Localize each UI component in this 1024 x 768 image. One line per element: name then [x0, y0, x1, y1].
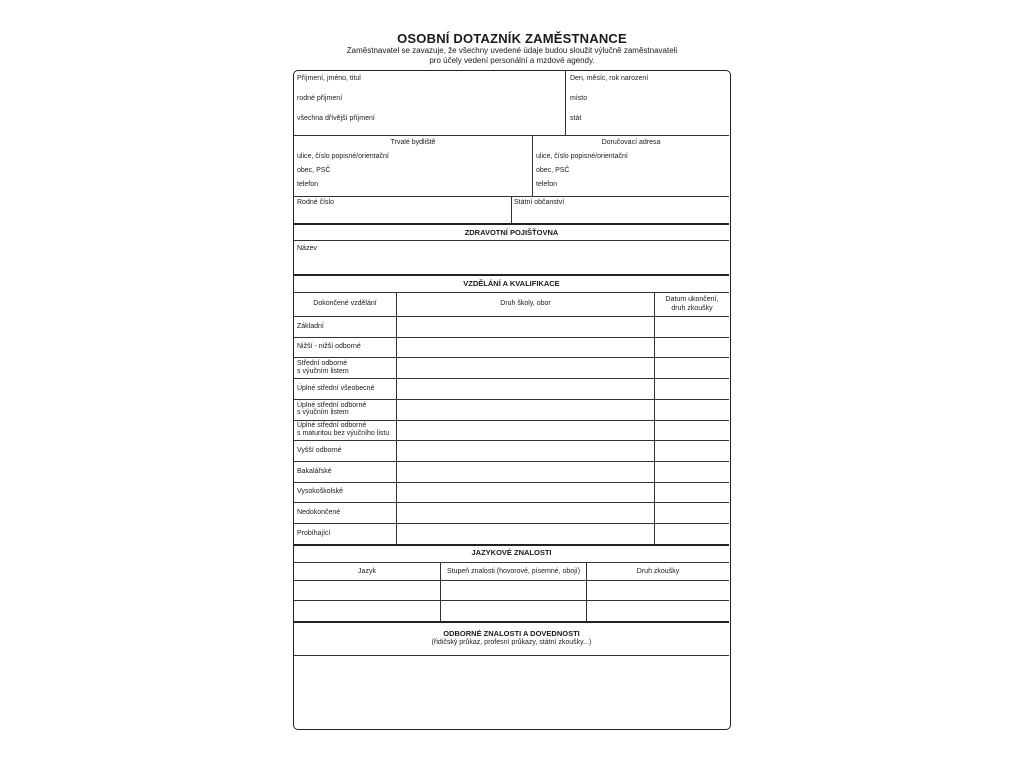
- education-row-label-line: Úplné střední odborné: [297, 422, 367, 430]
- delivery-street-label: ulice, číslo popisné/orientační: [536, 153, 628, 160]
- education-row-label: [297, 488, 343, 496]
- divider: [294, 544, 729, 546]
- divider: [511, 196, 512, 223]
- insurance-section-title: ZDRAVOTNÍ POJIŠŤOVNA: [464, 228, 559, 237]
- divider: [294, 600, 729, 601]
- divider: [294, 337, 729, 338]
- education-row-label-line: Nižší - nižší odborné: [297, 343, 361, 351]
- education-row-label: [297, 343, 361, 351]
- state-label: stát: [570, 115, 582, 122]
- divider: [294, 655, 729, 656]
- divider: [294, 240, 729, 241]
- divider: [294, 135, 729, 136]
- education-row-label: [297, 530, 330, 538]
- insurance-name-label: Název: [297, 245, 317, 252]
- questionnaire-form: [293, 70, 731, 730]
- delivery-city-label: obec, PSČ: [536, 167, 570, 174]
- divider: [294, 223, 729, 225]
- name-field-label: Příjmení, jméno, titul: [297, 75, 361, 82]
- birth-date-label: Den, měsíc, rok narození: [570, 75, 649, 82]
- divider: [294, 399, 729, 400]
- divider: [654, 292, 655, 544]
- education-col-completed: Dokončené vzdělání: [313, 300, 377, 307]
- permanent-address-title: Trvalé bydliště: [390, 139, 436, 146]
- previous-surnames-label: všechna dřívější příjmení: [297, 115, 375, 122]
- divider: [294, 523, 729, 524]
- languages-section-title: JAZYKOVÉ ZNALOSTI: [471, 548, 552, 557]
- education-row-label: [297, 402, 366, 417]
- education-row-label-line: Úplné střední odborné: [297, 401, 367, 409]
- education-row-label-line: Střední odborné: [297, 360, 348, 368]
- education-section-title: VZDĚLÁNÍ A KVALIFIKACE: [463, 279, 560, 288]
- education-row-label: [297, 509, 340, 517]
- divider: [294, 440, 729, 441]
- delivery-phone-label: telefon: [536, 181, 558, 188]
- education-row-label-line: s výučním listem: [297, 409, 349, 417]
- education-row-label: [297, 468, 332, 476]
- divider: [294, 292, 729, 293]
- page-subtitle-line2: pro účely vedení personální a mzdové agendy.: [429, 56, 595, 65]
- education-row-label-line: Vysokoškolské: [297, 488, 344, 496]
- skills-section-title: ODBORNÉ ZNALOSTI A DOVEDNOSTI: [443, 629, 580, 638]
- divider: [294, 502, 729, 503]
- divider: [294, 621, 729, 623]
- page-title: OSOBNÍ DOTAZNÍK ZAMĚSTNANCE: [397, 31, 627, 46]
- divider: [294, 580, 729, 581]
- education-row-label: [297, 385, 374, 393]
- divider: [294, 482, 729, 483]
- divider: [294, 316, 729, 317]
- education-row-label: [297, 360, 349, 375]
- divider: [294, 274, 729, 276]
- permanent-street-label: ulice, číslo popisné/orientační: [297, 153, 389, 160]
- divider: [396, 292, 397, 544]
- skills-section-subtitle: (řidičský průkaz, profesní průkazy, státní zkoušky...): [431, 639, 592, 646]
- languages-col-language: Jazyk: [358, 568, 376, 575]
- education-row-label-line: Úplné střední všeobecné: [297, 384, 375, 392]
- education-row-label-line: Bakalářské: [297, 467, 332, 475]
- education-row-label-line: s výučním listem: [297, 367, 349, 375]
- education-col-date-line2: druh zkoušky: [671, 305, 713, 312]
- education-row-label: [297, 323, 324, 331]
- education-row-label-line: Nedokončené: [297, 508, 341, 516]
- education-col-date-line1: Datum ukončení,: [665, 296, 719, 303]
- divider: [294, 420, 729, 421]
- permanent-phone-label: telefon: [297, 181, 319, 188]
- divider: [294, 357, 729, 358]
- divider: [565, 71, 566, 135]
- languages-col-exam: Druh zkoušky: [636, 568, 680, 575]
- divider: [294, 562, 729, 563]
- education-row-label-line: Základní: [297, 322, 324, 330]
- education-row-label: [297, 447, 342, 455]
- education-row-label-line: s maturitou bez výučního listu: [297, 429, 390, 437]
- birth-number-label: Rodné číslo: [297, 199, 334, 206]
- citizenship-label: Státní občanství: [514, 199, 565, 206]
- education-row-label: [297, 422, 389, 437]
- education-row-label-line: Vyšší odborné: [297, 446, 342, 454]
- languages-col-level: Stupeň znalosti (hovorové, písemné, obojí): [446, 568, 581, 575]
- page-subtitle-line1: Zaměstnavatel se zavazuje, že všechny uvedené údaje budou sloužit výlučně zaměstnavateli: [346, 46, 678, 55]
- education-row-label-line: Probíhající: [297, 529, 331, 537]
- divider: [294, 378, 729, 379]
- delivery-address-title: Doručovací adresa: [601, 139, 661, 146]
- permanent-city-label: obec, PSČ: [297, 167, 331, 174]
- birth-surname-label: rodné příjmení: [297, 95, 343, 102]
- place-label: místo: [570, 95, 588, 102]
- divider: [294, 461, 729, 462]
- education-col-school: Druh školy, obor: [500, 300, 551, 307]
